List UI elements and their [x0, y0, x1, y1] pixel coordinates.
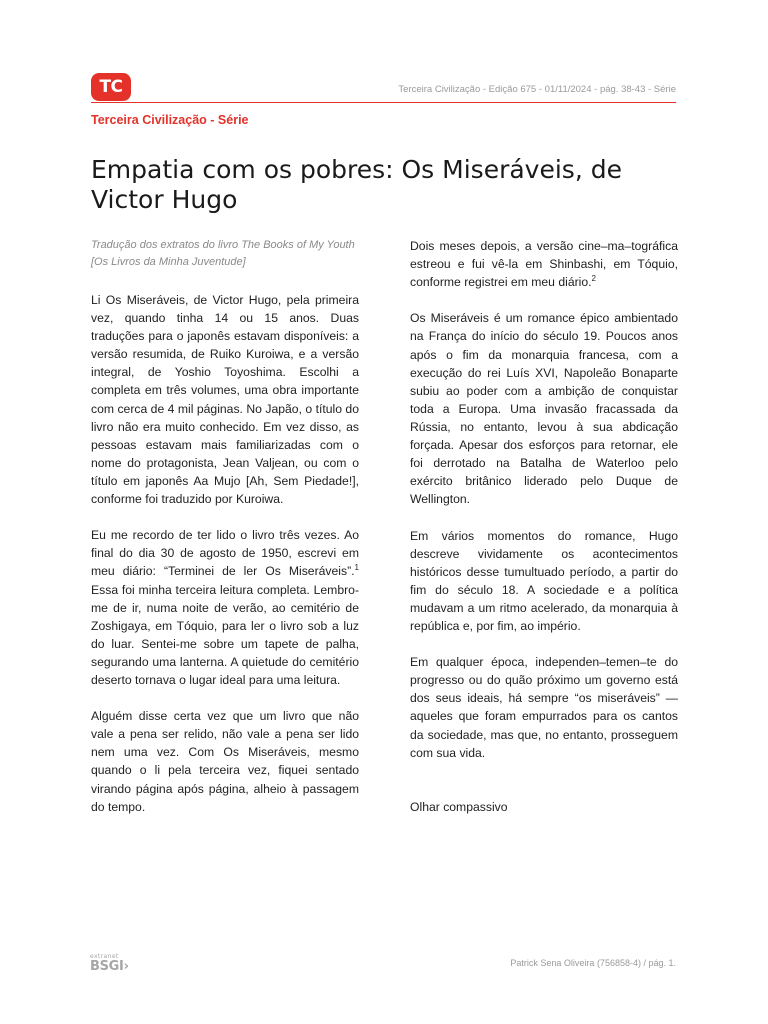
left-column: [91, 237, 359, 834]
footnote-marker: 1: [354, 563, 359, 573]
article-title: Empatia com os pobres: Os Miseráveis, de Victor Hugo: [91, 155, 622, 214]
right-column: [410, 237, 678, 834]
paragraph: Alguém disse certa vez que um livro que não vale a pena ser relido, não vale a pena ser lido nem uma vez. Com Os Miseráveis, mesmo quando o li pela terceira vez, fiquei sentado virando página após página, alheio à passagem do tempo.: [91, 709, 359, 814]
footnote-marker: 2: [591, 274, 596, 284]
paragraph: [91, 526, 359, 689]
bsgi-extranet-logo: [90, 953, 129, 973]
footer-user-page: Patrick Sena Oliveira (756858-4) / pág. 1.: [510, 958, 676, 968]
brand-logo: TC: [91, 73, 131, 101]
logo-wordmark: BSGI: [90, 959, 124, 974]
paragraph: Em qualquer época, independen–temen–te do progresso ou do quão próximo um governo está dos seus ideais, há sempre “os miseráveis” — aqueles que foram empurrados para os cantos da sociedade, mas que, no entanto, prosseguem com sua vida.: [410, 655, 678, 760]
article-subtitle: Tradução dos extratos do livro The Books of My Youth [Os Livros da Minha Juventude]: [91, 239, 355, 268]
header-divider: [91, 102, 676, 103]
paragraph-text: Eu me recordo de ter lido o livro três vezes. Ao final do dia 30 de agosto de 1950, escrevi em meu diário: “Terminei de ler Os Miseráveis”.: [91, 528, 359, 579]
section-subheading: Olhar compassivo: [410, 799, 508, 814]
paragraph-text: Essa foi minha terceira leitura completa. Lembro-me de ir, numa noite de verão, ao cemitério de Zoshigaya, em Tóquio, para ler o livro sob a luz do luar. Sentei-me sobre um tapete de palha, segurando uma lanterna. A quietude do cemitério deserto tornava o lugar ideal para uma leitura.: [91, 582, 359, 687]
paragraph: Em vários momentos do romance, Hugo descreve vividamente os acontecimentos históricos desse tumultuado período, a partir do fim do século 18. A sociedade e a política mudavam a um ritmo acelerado, da monarquia à república e, por fim, ao império.: [410, 528, 678, 633]
section-label: Terceira Civilização - Série: [91, 113, 249, 127]
chevron-right-icon: ›: [123, 959, 129, 974]
logo-small-text: extranet: [90, 953, 119, 960]
paragraph: Li Os Miseráveis, de Victor Hugo, pela primeira vez, quando tinha 14 ou 15 anos. Duas traduções para o japonês estavam disponíveis: a versão resumida, de Ruiko Kuroiwa, e a versão integral, de Yoshio Toyoshima. Escolhi a completa em três volumes, uma obra importante com cerca de 4 mil páginas. No Japão, o título do livro não era muito conhecido. Em vez disso, as pessoas estavam mais familiarizadas com o nome do protagonista, Jean Valjean, ou com o título em japonês Aa Mujo [Ah, Sem Piedade!], conforme foi traduzido por Kuroiwa.: [91, 293, 359, 507]
paragraph: [410, 237, 678, 291]
logo-big-text: [90, 960, 129, 973]
paragraph-text: Dois meses depois, a versão cine–ma–tográfica estreou e fui vê-la em Shinbashi, em Tóquio, conforme registrei em meu diário.: [410, 239, 678, 290]
edition-info: Terceira Civilização - Edição 675 - 01/11/2024 - pág. 38-43 - Série: [398, 84, 676, 95]
paragraph: Os Miseráveis é um romance épico ambientado na França do início do século 19. Poucos anos após o fim da monarquia francesa, com a execução do rei Luís XVI, Napoleão Bonaparte subiu ao poder com a ambição de conquistar toda a Europa. Uma invasão fracassada da Rússia, no entanto, levou à sua abdicação forçada. Apesar dos esforços para retornar, ele foi derrotado na Batalha de Waterloo pelo exército britânico liderado pelo Duque de Wellington.: [410, 311, 678, 507]
